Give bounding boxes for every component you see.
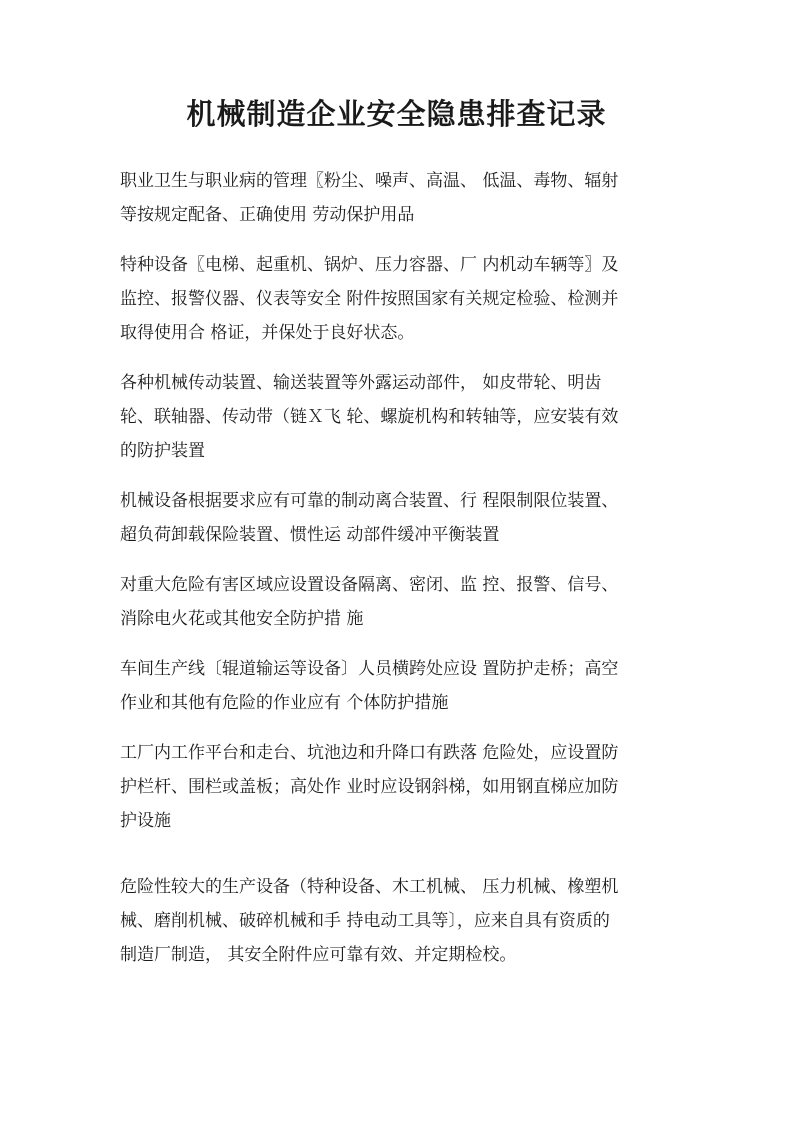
paragraph-transmission-guards xyxy=(120,366,678,468)
paragraph-line: 对重大危险有害区域应设置设备隔离、密闭、监 控、报警、信号、 xyxy=(120,575,619,595)
paragraph-hazard-areas xyxy=(120,568,678,636)
paragraph-line: 轮、联轴器、传动带（链Ｘ飞 轮、螺旋机构和转轴等，应安装有效 xyxy=(120,407,619,427)
paragraph-qualified-manufacturers xyxy=(120,870,678,972)
paragraph-line: 机械设备根据要求应有可靠的制动离合装置、行 程限制限位装置、 xyxy=(120,491,619,511)
paragraph-line: 等按规定配备、正确使用 劳动保护用品 xyxy=(120,205,415,225)
paragraph-line: 超负荷卸载保险装置、惯性运 动部件缓冲平衡装置 xyxy=(120,525,500,545)
paragraph-line: 作业和其他有危险的作业应有 个体防护措施 xyxy=(120,693,449,713)
paragraph-line: 职业卫生与职业病的管理〖粉尘、噪声、高温、 低温、毒物、辐射 xyxy=(120,171,619,191)
paragraph-line: 械、磨削机械、破碎机械和手 持电动工具等〕，应来自具有资质的 xyxy=(120,911,610,931)
paragraph-line: 的防护装置 xyxy=(120,441,205,461)
paragraph-line: 危险性较大的生产设备（特种设备、木工机械、 压力机械、橡塑机 xyxy=(120,877,619,897)
paragraph-line: 监控、报警仪器、仪表等安全 附件按照国家有关规定检验、检测并 xyxy=(120,289,619,309)
paragraph-line: 车间生产线〔辊道输运等设备〕人员横跨处应设 置防护走桥；高空 xyxy=(120,659,619,679)
paragraph-line: 各种机械传动装置、输送装置等外露运动部件， 如皮带轮、明齿 xyxy=(120,373,602,393)
paragraph-line: 护设施 xyxy=(120,811,171,831)
paragraph-line: 消除电火花或其他安全防护措 施 xyxy=(120,609,364,629)
paragraph-production-line-bridges xyxy=(120,652,678,720)
paragraph-occupational-health xyxy=(120,164,678,232)
paragraph-brake-devices xyxy=(120,484,678,552)
paragraph-platform-railings xyxy=(120,736,678,838)
page-title: 机械制造企业安全隐患排查记录 xyxy=(186,97,607,131)
paragraph-line: 特种设备〖电梯、起重机、锅炉、压力容器、厂 内机动车辆等〗及 xyxy=(120,255,619,275)
paragraph-line: 取得使用合 格证，并保处于良好状态。 xyxy=(120,323,415,343)
paragraph-line: 工厂内工作平台和走台、坑池边和升降口有跌落 危险处，应设置防 xyxy=(120,743,619,763)
paragraph-line: 制造厂制造， 其安全附件应可靠有效、并定期检校。 xyxy=(120,945,517,965)
paragraph-line: 护栏杆、围栏或盖板；高处作 业时应设钢斜梯，如用钢直梯应加防 xyxy=(120,777,619,797)
paragraph-special-equipment xyxy=(120,248,678,350)
